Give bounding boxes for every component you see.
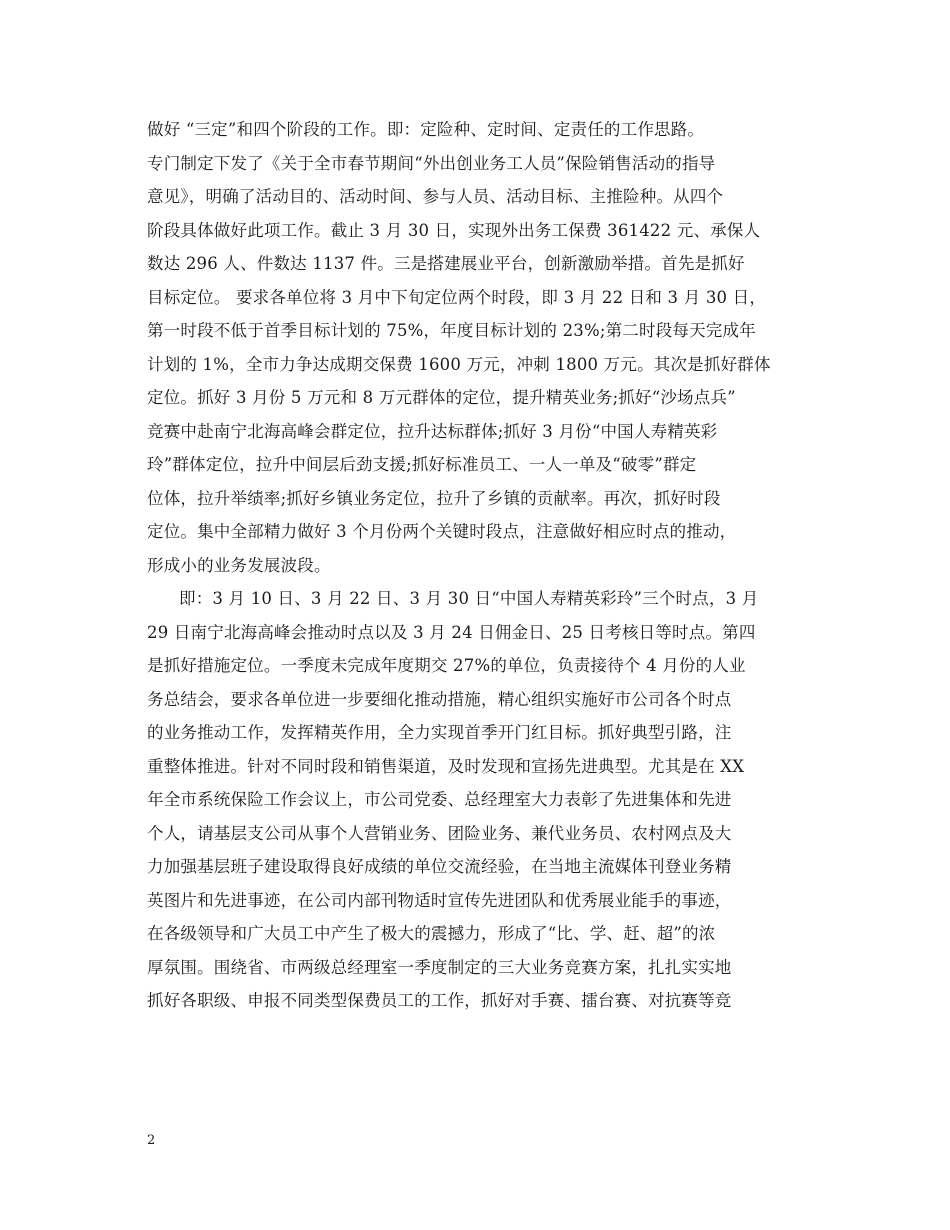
text-line-5: 数达 296 人、件数达 1137 件。三是搭建展业平台，创新激励举措。首先是抓好 <box>147 254 745 273</box>
text-line-12: 位体，拉升举绩率;抓好乡镇业务定位，拉升了乡镇的贡献率。再次，抓好时段 <box>147 488 721 508</box>
text-line-26: 厚氛围。围绕省、市两级总经理室一季度制定的三大业务竞赛方案，扎扎实实地 <box>147 957 732 977</box>
text-line-14: 形成小的业务发展波段。 <box>147 555 331 575</box>
text-line-2: 专门制定下发了《关于全市春节期间“外出创业务工人员”保险销售活动的指导 <box>147 153 716 173</box>
text-line-21: 年全市系统保险工作会议上，市公司党委、总经理室大力表彰了先进集体和先进 <box>147 790 732 809</box>
text-line-10: 竞赛中赴南宁北海高峰会群定位，拉升达标群体;抓好 3 月份“中国人寿精英彩 <box>147 421 718 441</box>
text-line-25: 在各级领导和广大员工中产生了极大的震撼力，形成了“比、学、赶、超”的浓 <box>147 924 716 943</box>
text-line-19: 的业务推动工作，发挥精英作用，全力实现首季开门红目标。抓好典型引路，注 <box>147 723 732 742</box>
page-number: 2 <box>147 1133 156 1148</box>
text-line-27: 抓好各职级、申报不同类型保费员工的工作，抓好对手赛、擂台赛、对抗赛等竞 <box>147 991 732 1010</box>
text-line-1: 做好 “三定”和四个阶段的工作。即：定险种、定时间、定责任的工作思路。 <box>147 120 705 139</box>
text-line-17: 是抓好措施定位。一季度未完成年度期交 27%的单位，负责接待个 4 月份的人业 <box>147 656 746 675</box>
text-line-7: 第一时段不低于首季目标计划的 75%，年度目标计划的 23%;第二时段每天完成年 <box>147 321 756 340</box>
text-line-4: 阶段具体做好此项工作。截止 3 月 30 日，实现外出务工保费 361422 元、承保人 <box>147 220 761 240</box>
body-text <box>147 113 807 1018</box>
text-line-8: 计划的 1%，全市力争达成期交保费 1600 万元，冲刺 1800 万元。其次是抓好群体 <box>147 354 771 374</box>
text-line-16: 29 日南宁北海高峰会推动时点以及 3 月 24 日佣金日、25 日考核日等时点。第四 <box>147 622 756 642</box>
text-line-3: 意见》，明确了活动目的、活动时间、参与人员、活动目标、主推险种。从四个 <box>147 187 724 206</box>
text-line-13: 定位。集中全部精力做好 3 个月份两个关键时段点，注意做好相应时点的推动， <box>147 522 737 541</box>
text-line-23: 力加强基层班子建设取得良好成绩的单位交流经验，在当地主流媒体刊登业务精 <box>147 857 732 876</box>
text-line-22: 个人，请基层支公司从事个人营销业务、团险业务、兼代业务员、农村网点及大 <box>147 823 732 843</box>
text-line-24: 英图片和先进事迹，在公司内部刊物适时宣传先进团队和优秀展业能手的事迹， <box>147 890 732 910</box>
text-line-9: 定位。抓好 3 月份 5 万元和 8 万元群体的定位，提升精英业务;抓好“沙场点兵” <box>147 388 736 407</box>
text-line-6: 目标定位。 要求各单位将 3 月中下旬定位两个时段，即 3 月 22 日和 3 月 30 日， <box>147 287 767 307</box>
text-line-11: 玲”群体定位，拉升中间层后劲支援;抓好标准员工、一人一单及“破零”群定 <box>147 455 697 474</box>
text-line-20: 重整体推进。针对不同时段和销售渠道，及时发现和宣扬先进典型。尤其是在 XX <box>147 756 745 776</box>
text-line-15: 即：3 月 10 日、3 月 22 日、3 月 30 日“中国人寿精英彩玲”三个时点，3 月 <box>179 589 759 608</box>
text-line-18: 务总结会，要求各单位进一步要细化推动措施，精心组织实施好市公司各个时点 <box>147 689 732 709</box>
